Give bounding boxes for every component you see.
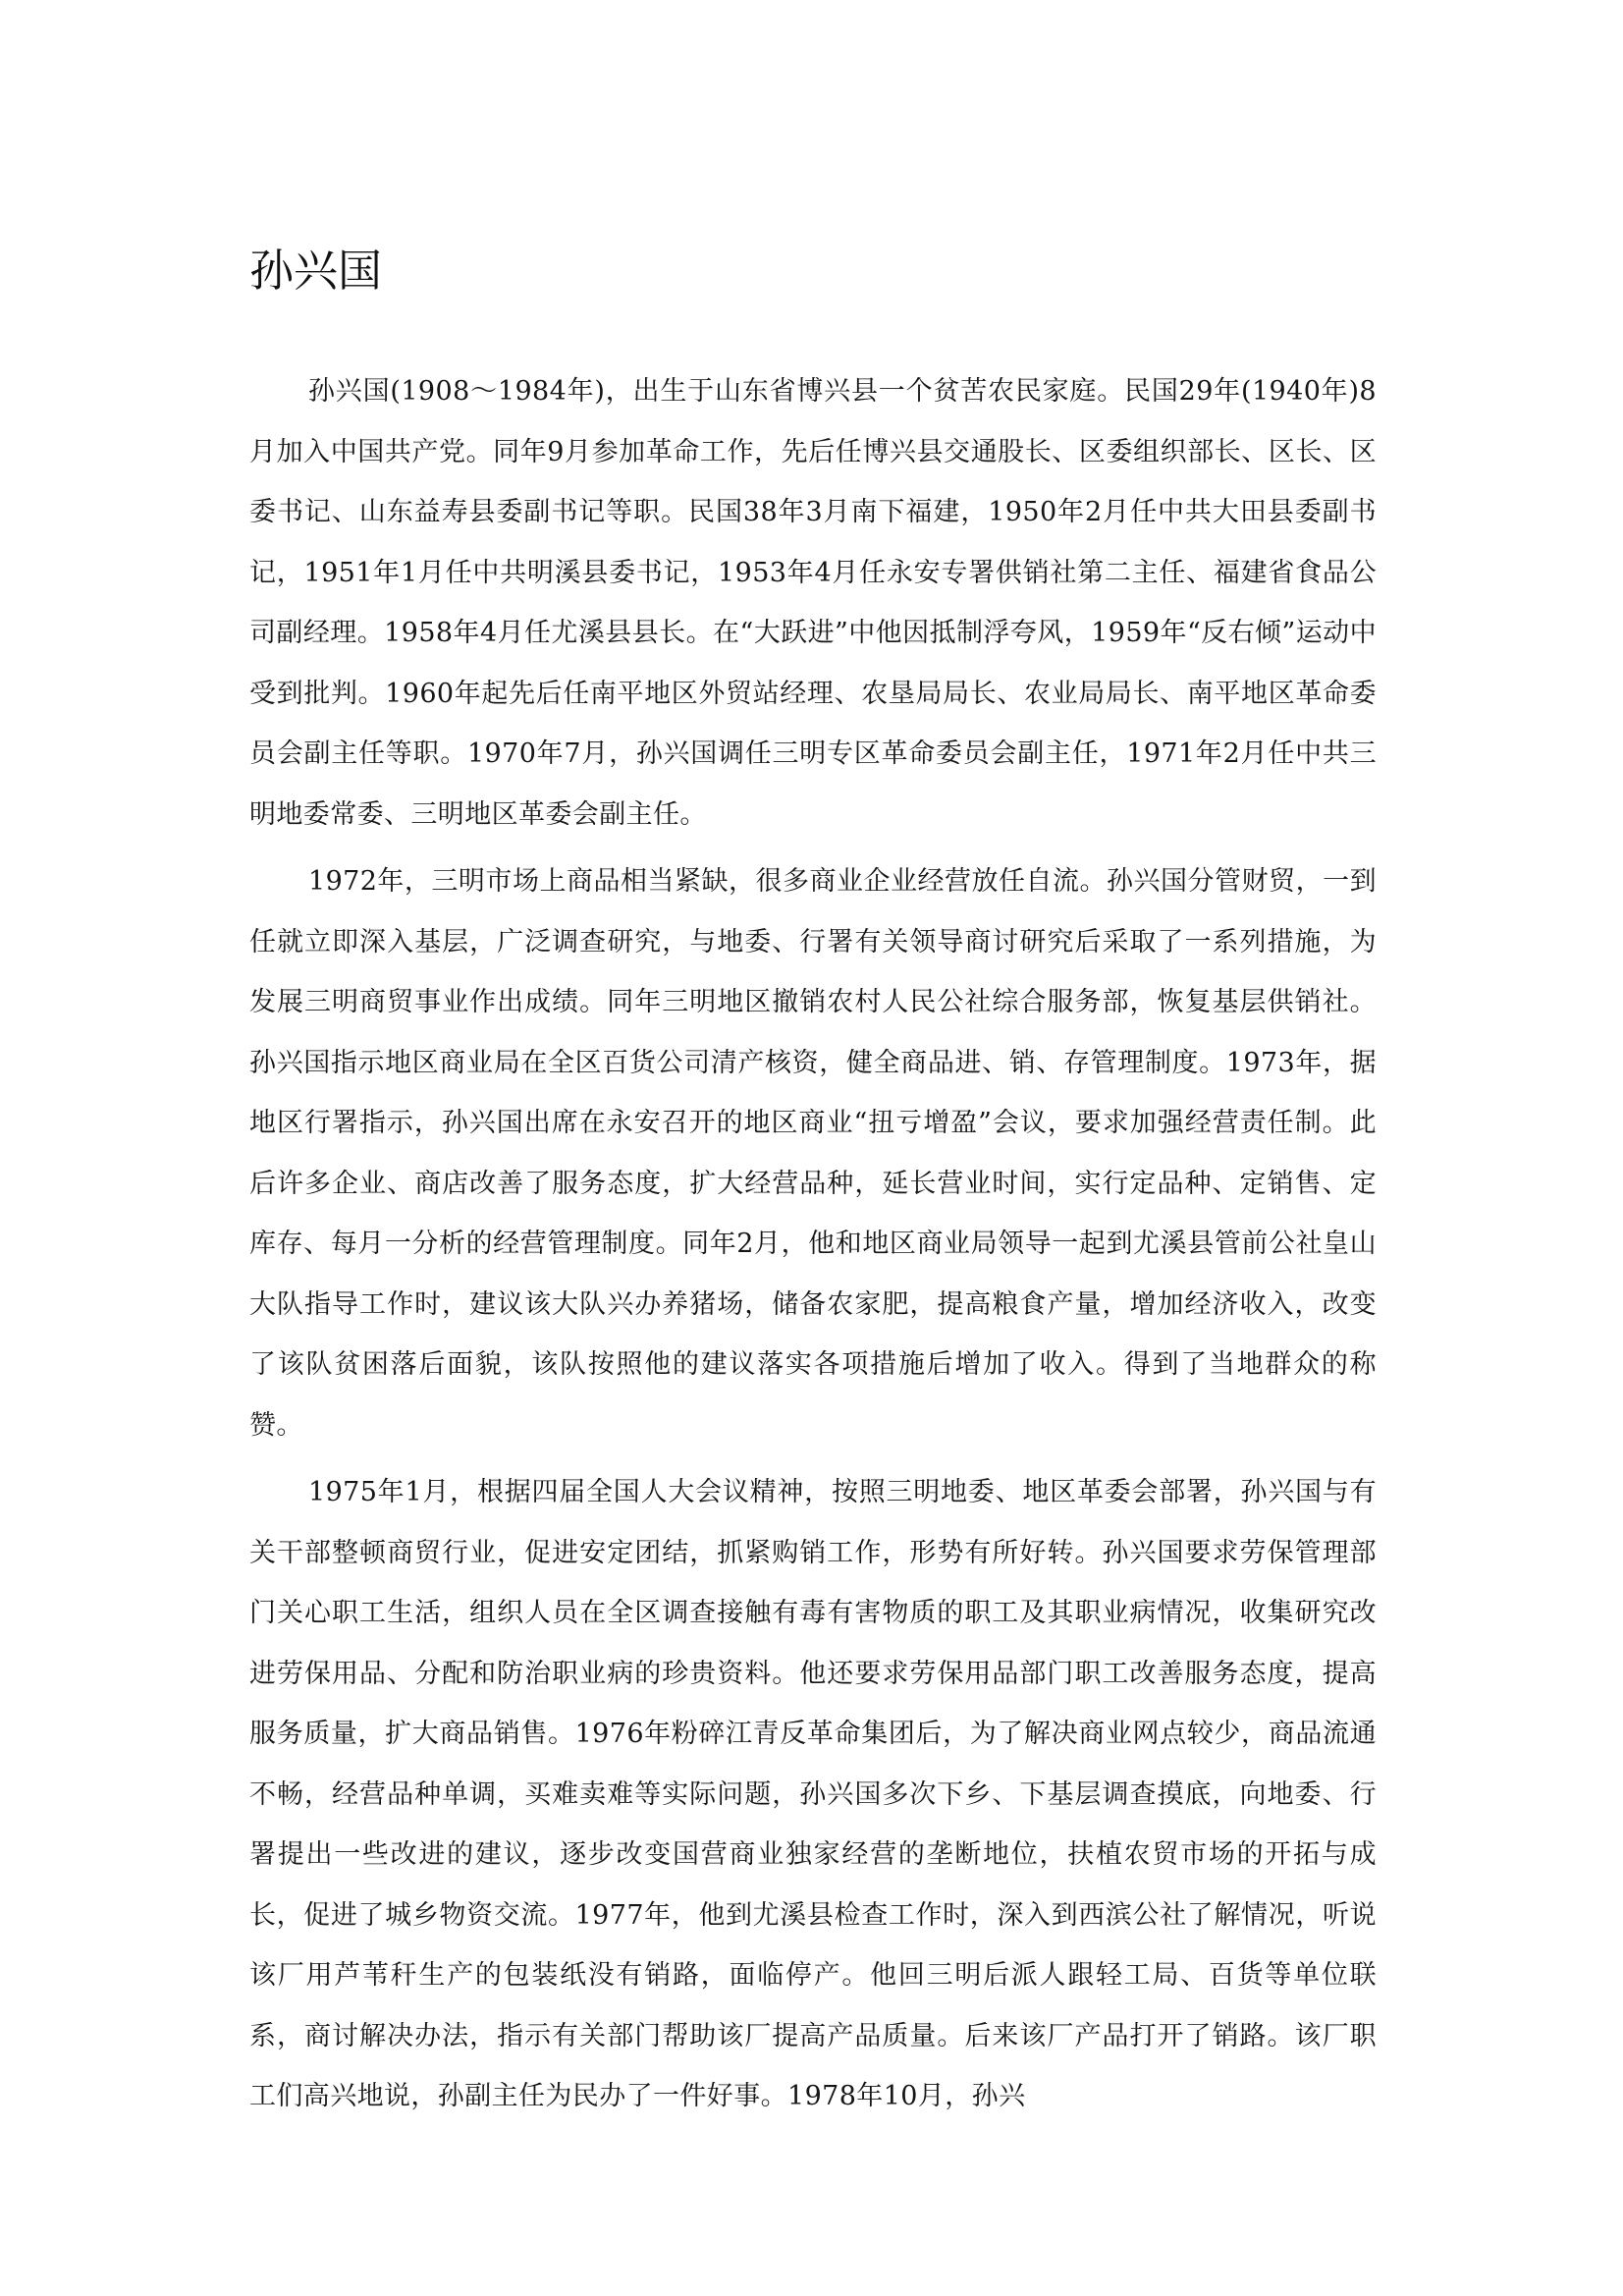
document-body [249, 361, 1377, 2134]
paragraph-1972-commerce: 1972年，三明市场上商品相当紧缺，很多商业企业经营放任自流。孙兴国分管财贸，一到任就立即深入基层，广泛调查研究，与地委、行署有关领导商讨研究后采取了一系列措施，为发展三明商贸事业作出成绩。同年三明地区撤销农村人民公社综合服务部，恢复基层供销社。孙兴国指示地区商业局在全区百货公司清产核资，健全商品进、销、存管理制度。1973年，据地区行署指示，孙兴国出席在永安召开的地区商业“扭亏增盈”会议，要求加强经营责任制。此后许多企业、商店改善了服务态度，扩大经营品种，延长营业时间，实行定品种、定销售、定库存、每月一分析的经营管理制度。同年2月，他和地区商业局领导一起到尤溪县管前公社皇山大队指导工作时，建议该大队兴办养猪场，储备农家肥，提高粮食产量，增加经济收入，改变了该队贫困落后面貌，该队按照他的建议落实各项措施后增加了收入。得到了当地群众的称赞。 [249, 866, 1377, 1441]
paragraph-1975-rectification: 1975年1月，根据四届全国人大会议精神，按照三明地委、地区革委会部署，孙兴国与有关干部整顿商贸行业，促进安定团结，抓紧购销工作，形势有所好转。孙兴国要求劳保管理部门关心职工生活，组织人员在全区调查接触有毒有害物质的职工及其职业病情况，收集研究改进劳保用品、分配和防治职业病的珍贵资料。他还要求劳保用品部门职工改善服务态度，提高服务质量，扩大商品销售。1976年粉碎江青反革命集团后，为了解决商业网点较少，商品流通不畅，经营品种单调，买难卖难等实际问题，孙兴国多次下乡、下基层调查摸底，向地委、行署提出一些改进的建议，逐步改变国营商业独家经营的垄断地位，扶植农贸市场的开拓与成长，促进了城乡物资交流。1977年，他到尤溪县检查工作时，深入到西滨公社了解情况，听说该厂用芦苇秆生产的包装纸没有销路，面临停产。他回三明后派人跟轻工局、百货等单位联系，商讨解决办法，指示有关部门帮助该厂提高产品质量。后来该厂产品打开了销路。该厂职工们高兴地说，孙副主任为民办了一件好事。1978年10月，孙兴 [249, 1477, 1377, 2111]
paragraph-early-life: 孙兴国(1908～1984年)，出生于山东省博兴县一个贫苦农民家庭。民国29年(1940年)8月加入中国共产党。同年9月参加革命工作，先后任博兴县交通股长、区委组织部长、区长、区委书记、山东益寿县委副书记等职。民国38年3月南下福建，1950年2月任中共大田县委副书记，1951年1月任中共明溪县委书记，1953年4月任永安专署供销社第二主任、福建省食品公司副经理。1958年4月任尤溪县县长。在“大跃进”中他因抵制浮夸风，1959年“反右倾”运动中受到批判。1960年起先后任南平地区外贸站经理、农垦局局长、农业局局长、南平地区革命委员会副主任等职。1970年7月，孙兴国调任三明专区革命委员会副主任，1971年2月任中共三明地委常委、三明地区革委会副主任。 [249, 376, 1377, 830]
document-title: 孙兴国 [249, 245, 383, 297]
